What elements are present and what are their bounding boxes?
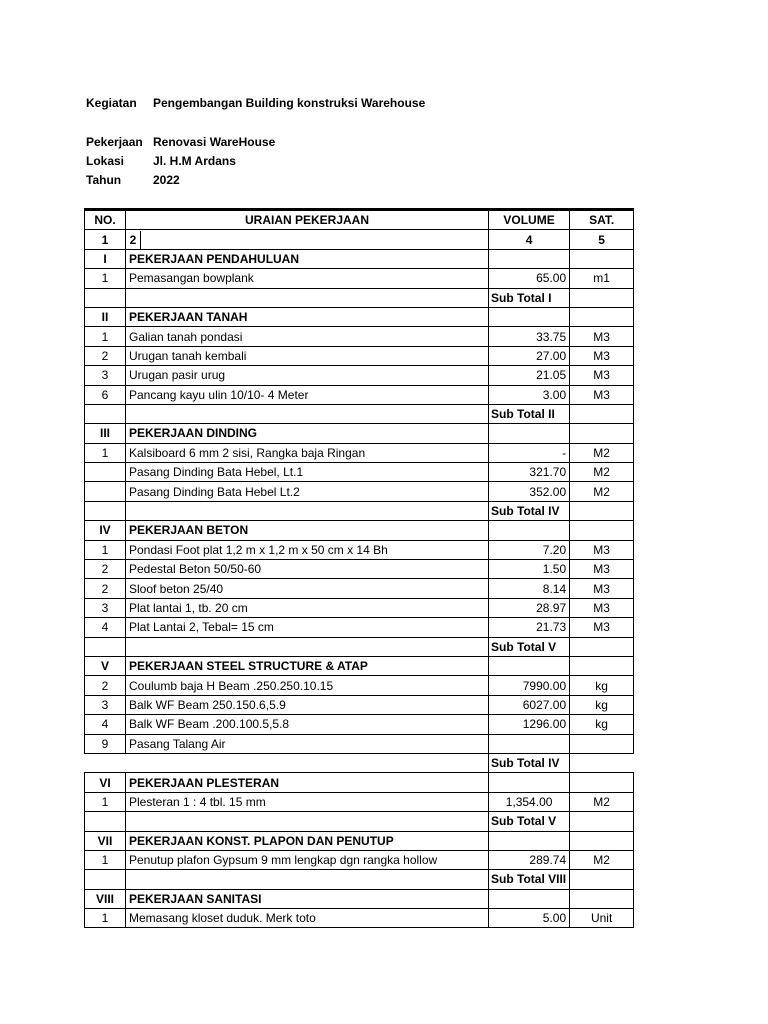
item-desc: Balk WF Beam .200.100.5,5.8 bbox=[126, 715, 489, 734]
subtotal-text: Sub Total I bbox=[491, 290, 552, 305]
item-no bbox=[85, 753, 126, 772]
item-volume: 28.97 bbox=[489, 598, 570, 617]
item-desc: Urugan pasir urug bbox=[126, 366, 489, 385]
item-volume: 21.73 bbox=[489, 618, 570, 637]
item-volume: 7990.00 bbox=[489, 676, 570, 695]
section-row bbox=[85, 831, 634, 850]
item-desc: Pedestal Beton 50/50-60 bbox=[126, 560, 489, 579]
unit-cell bbox=[570, 501, 634, 520]
item-unit bbox=[570, 734, 634, 753]
item-unit: M2 bbox=[570, 482, 634, 501]
column-number-row bbox=[85, 230, 634, 249]
section-title: PEKERJAAN PENDAHULUAN bbox=[126, 249, 489, 268]
item-desc bbox=[126, 637, 489, 656]
item-volume: 5.00 bbox=[489, 909, 570, 928]
item-volume: 7.20 bbox=[489, 540, 570, 559]
item-volume: 289.74 bbox=[489, 850, 570, 869]
item-desc: Coulumb baja H Beam .250.250.10.15 bbox=[126, 676, 489, 695]
item-no bbox=[85, 870, 126, 889]
unit-cell bbox=[570, 288, 634, 307]
item-volume: 8.14 bbox=[489, 579, 570, 598]
section-no: II bbox=[85, 307, 126, 326]
item-volume: 1.50 bbox=[489, 560, 570, 579]
item-desc: Plesteran 1 : 4 tbl. 15 mm bbox=[126, 792, 489, 811]
volume-cell bbox=[489, 656, 570, 675]
subtotal-row bbox=[85, 501, 634, 520]
subtotal-text: Sub Total IV bbox=[491, 756, 560, 771]
item-volume: 21.05 bbox=[489, 366, 570, 385]
kegiatan-value: Pengembangan Building konstruksi Warehouse bbox=[153, 96, 426, 110]
col-number-sat: 5 bbox=[570, 230, 634, 249]
unit-cell bbox=[570, 831, 634, 850]
section-row bbox=[85, 424, 634, 443]
item-unit: M3 bbox=[570, 366, 634, 385]
table-row bbox=[85, 909, 634, 928]
item-no: 4 bbox=[85, 715, 126, 734]
volume-cell bbox=[489, 307, 570, 326]
pekerjaan-value: Renovasi WareHouse bbox=[153, 135, 276, 149]
col-header-volume: VOLUME bbox=[489, 210, 570, 230]
item-no: 3 bbox=[85, 598, 126, 617]
col-number-uraian-cell bbox=[126, 230, 489, 249]
table-row bbox=[85, 463, 634, 482]
item-desc: Plat lantai 1, tb. 20 cm bbox=[126, 598, 489, 617]
unit-cell bbox=[570, 307, 634, 326]
item-volume: 321.70 bbox=[489, 463, 570, 482]
item-unit: M2 bbox=[570, 850, 634, 869]
item-no: 1 bbox=[85, 850, 126, 869]
item-desc: Memasang kloset duduk. Merk toto bbox=[126, 909, 489, 928]
section-row bbox=[85, 656, 634, 675]
unit-cell bbox=[570, 637, 634, 656]
item-no bbox=[85, 812, 126, 831]
item-no: 3 bbox=[85, 695, 126, 714]
item-unit: Unit bbox=[570, 909, 634, 928]
volume-cell bbox=[489, 889, 570, 908]
table-row bbox=[85, 269, 634, 288]
subtotal-text: Sub Total IV bbox=[491, 504, 560, 519]
kegiatan-label: Kegiatan bbox=[86, 96, 137, 110]
table-row bbox=[85, 540, 634, 559]
subtotal-label bbox=[489, 870, 570, 889]
subtotal-row bbox=[85, 870, 634, 889]
volume-cell bbox=[489, 521, 570, 540]
item-volume: - bbox=[489, 443, 570, 462]
item-desc: Balk WF Beam 250.150.6,5.9 bbox=[126, 695, 489, 714]
item-volume: 352.00 bbox=[489, 482, 570, 501]
table-row bbox=[85, 792, 634, 811]
item-unit: M2 bbox=[570, 443, 634, 462]
item-no: 1 bbox=[85, 443, 126, 462]
section-row bbox=[85, 249, 634, 268]
subtotal-label bbox=[489, 501, 570, 520]
item-desc: Pancang kayu ulin 10/10- 4 Meter bbox=[126, 385, 489, 404]
unit-cell bbox=[570, 889, 634, 908]
subtotal-label bbox=[489, 288, 570, 307]
section-no: V bbox=[85, 656, 126, 675]
item-unit: M3 bbox=[570, 385, 634, 404]
item-no: 4 bbox=[85, 618, 126, 637]
table-row bbox=[85, 715, 634, 734]
item-volume: 1,354.00 bbox=[489, 792, 570, 811]
item-unit: kg bbox=[570, 715, 634, 734]
item-desc bbox=[126, 753, 489, 772]
volume-cell bbox=[489, 831, 570, 850]
item-desc: Pondasi Foot plat 1,2 m x 1,2 m x 50 cm x 14 Bh bbox=[126, 540, 489, 559]
item-no: 2 bbox=[85, 560, 126, 579]
item-volume: 1296.00 bbox=[489, 715, 570, 734]
table-row bbox=[85, 598, 634, 617]
table-row bbox=[85, 346, 634, 365]
item-no: 3 bbox=[85, 366, 126, 385]
tahun-label: Tahun bbox=[86, 173, 122, 187]
item-no: 1 bbox=[85, 909, 126, 928]
item-unit: M3 bbox=[570, 618, 634, 637]
table-header-row bbox=[85, 210, 634, 230]
unit-cell bbox=[570, 249, 634, 268]
item-desc: Galian tanah pondasi bbox=[126, 327, 489, 346]
section-row bbox=[85, 307, 634, 326]
col-number-volume: 4 bbox=[489, 230, 570, 249]
lokasi-label: Lokasi bbox=[86, 154, 125, 168]
table-row bbox=[85, 695, 634, 714]
subtotal-text: Sub Total II bbox=[491, 407, 555, 422]
table-row bbox=[85, 443, 634, 462]
subtotal-row bbox=[85, 288, 634, 307]
section-title: PEKERJAAN DINDING bbox=[126, 424, 489, 443]
section-no: IV bbox=[85, 521, 126, 540]
col-header-uraian: URAIAN PEKERJAAN bbox=[126, 210, 489, 230]
pekerjaan-label: Pekerjaan bbox=[86, 135, 143, 149]
item-unit: M3 bbox=[570, 540, 634, 559]
subtotal-label bbox=[489, 753, 570, 772]
section-no: VIII bbox=[85, 889, 126, 908]
item-desc: Penutup plafon Gypsum 9 mm lengkap dgn rangka hollow bbox=[126, 850, 489, 869]
volume-cell bbox=[489, 249, 570, 268]
item-no: 6 bbox=[85, 385, 126, 404]
col-number-uraian: 2 bbox=[126, 231, 141, 249]
table-row bbox=[85, 385, 634, 404]
table-row bbox=[85, 560, 634, 579]
item-desc bbox=[126, 870, 489, 889]
volume-cell bbox=[489, 773, 570, 792]
item-no bbox=[85, 482, 126, 501]
item-unit: m1 bbox=[570, 269, 634, 288]
unit-cell bbox=[570, 753, 634, 772]
item-volume: 3.00 bbox=[489, 385, 570, 404]
subtotal-row bbox=[85, 404, 634, 423]
item-desc: Pasang Dinding Bata Hebel Lt.2 bbox=[126, 482, 489, 501]
section-title: PEKERJAAN STEEL STRUCTURE & ATAP bbox=[126, 656, 489, 675]
item-desc: Plat Lantai 2, Tebal= 15 cm bbox=[126, 618, 489, 637]
subtotal-label bbox=[489, 404, 570, 423]
item-desc: Pasang Dinding Bata Hebel, Lt.1 bbox=[126, 463, 489, 482]
subtotal-text: Sub Total V bbox=[491, 639, 557, 654]
item-desc: Sloof beton 25/40 bbox=[126, 579, 489, 598]
item-unit: M2 bbox=[570, 792, 634, 811]
section-row bbox=[85, 773, 634, 792]
item-no bbox=[85, 288, 126, 307]
section-title: PEKERJAAN KONST. PLAPON DAN PENUTUP bbox=[126, 831, 489, 850]
item-unit: M3 bbox=[570, 598, 634, 617]
section-title: PEKERJAAN BETON bbox=[126, 521, 489, 540]
section-no: I bbox=[85, 249, 126, 268]
tahun-value: 2022 bbox=[153, 173, 180, 187]
subtotal-row bbox=[85, 812, 634, 831]
table-row bbox=[85, 482, 634, 501]
unit-cell bbox=[570, 404, 634, 423]
col-number-no: 1 bbox=[85, 230, 126, 249]
unit-cell bbox=[570, 812, 634, 831]
table-row bbox=[85, 366, 634, 385]
item-no: 9 bbox=[85, 734, 126, 753]
table-row bbox=[85, 734, 634, 753]
unit-cell bbox=[570, 773, 634, 792]
item-unit: M2 bbox=[570, 463, 634, 482]
item-desc bbox=[126, 812, 489, 831]
item-desc: Pasang Talang Air bbox=[126, 734, 489, 753]
item-desc: Urugan tanah kembali bbox=[126, 346, 489, 365]
item-volume: 6027.00 bbox=[489, 695, 570, 714]
subtotal-label bbox=[489, 637, 570, 656]
unit-cell bbox=[570, 656, 634, 675]
item-volume bbox=[489, 734, 570, 753]
section-no: III bbox=[85, 424, 126, 443]
table-row bbox=[85, 579, 634, 598]
table-row bbox=[85, 850, 634, 869]
item-desc: Pemasangan bowplank bbox=[126, 269, 489, 288]
item-no bbox=[85, 637, 126, 656]
subtotal-text: Sub Total VIII bbox=[491, 872, 567, 887]
col-header-sat: SAT. bbox=[570, 210, 634, 230]
item-unit: kg bbox=[570, 676, 634, 695]
item-desc bbox=[126, 404, 489, 423]
item-no: 2 bbox=[85, 676, 126, 695]
table-row bbox=[85, 327, 634, 346]
section-title: PEKERJAAN SANITASI bbox=[126, 889, 489, 908]
section-no: VI bbox=[85, 773, 126, 792]
item-unit: M3 bbox=[570, 327, 634, 346]
unit-cell bbox=[570, 521, 634, 540]
section-no: VII bbox=[85, 831, 126, 850]
item-unit: M3 bbox=[570, 346, 634, 365]
subtotal-label bbox=[489, 812, 570, 831]
item-volume: 27.00 bbox=[489, 346, 570, 365]
item-unit: kg bbox=[570, 695, 634, 714]
item-no bbox=[85, 463, 126, 482]
item-no: 2 bbox=[85, 579, 126, 598]
item-no bbox=[85, 501, 126, 520]
item-desc bbox=[126, 288, 489, 307]
item-desc bbox=[126, 501, 489, 520]
item-unit: M3 bbox=[570, 560, 634, 579]
item-desc: Kalsiboard 6 mm 2 sisi, Rangka baja Ringan bbox=[126, 443, 489, 462]
item-no: 1 bbox=[85, 269, 126, 288]
subtotal-row bbox=[85, 753, 634, 772]
item-no: 1 bbox=[85, 540, 126, 559]
lokasi-value: Jl. H.M Ardans bbox=[153, 154, 236, 168]
section-title: PEKERJAAN TANAH bbox=[126, 307, 489, 326]
item-no: 1 bbox=[85, 792, 126, 811]
item-no bbox=[85, 404, 126, 423]
item-volume: 65.00 bbox=[489, 269, 570, 288]
item-unit: M3 bbox=[570, 579, 634, 598]
item-volume: 33.75 bbox=[489, 327, 570, 346]
section-row bbox=[85, 889, 634, 908]
unit-cell bbox=[570, 424, 634, 443]
item-no: 2 bbox=[85, 346, 126, 365]
unit-cell bbox=[570, 870, 634, 889]
rab-table bbox=[84, 208, 634, 928]
section-title: PEKERJAAN PLESTERAN bbox=[126, 773, 489, 792]
volume-cell bbox=[489, 424, 570, 443]
subtotal-text: Sub Total V bbox=[491, 814, 557, 829]
col-header-no: NO. bbox=[85, 210, 126, 230]
item-no: 1 bbox=[85, 327, 126, 346]
table-row bbox=[85, 618, 634, 637]
section-row bbox=[85, 521, 634, 540]
subtotal-row bbox=[85, 637, 634, 656]
table-row bbox=[85, 676, 634, 695]
